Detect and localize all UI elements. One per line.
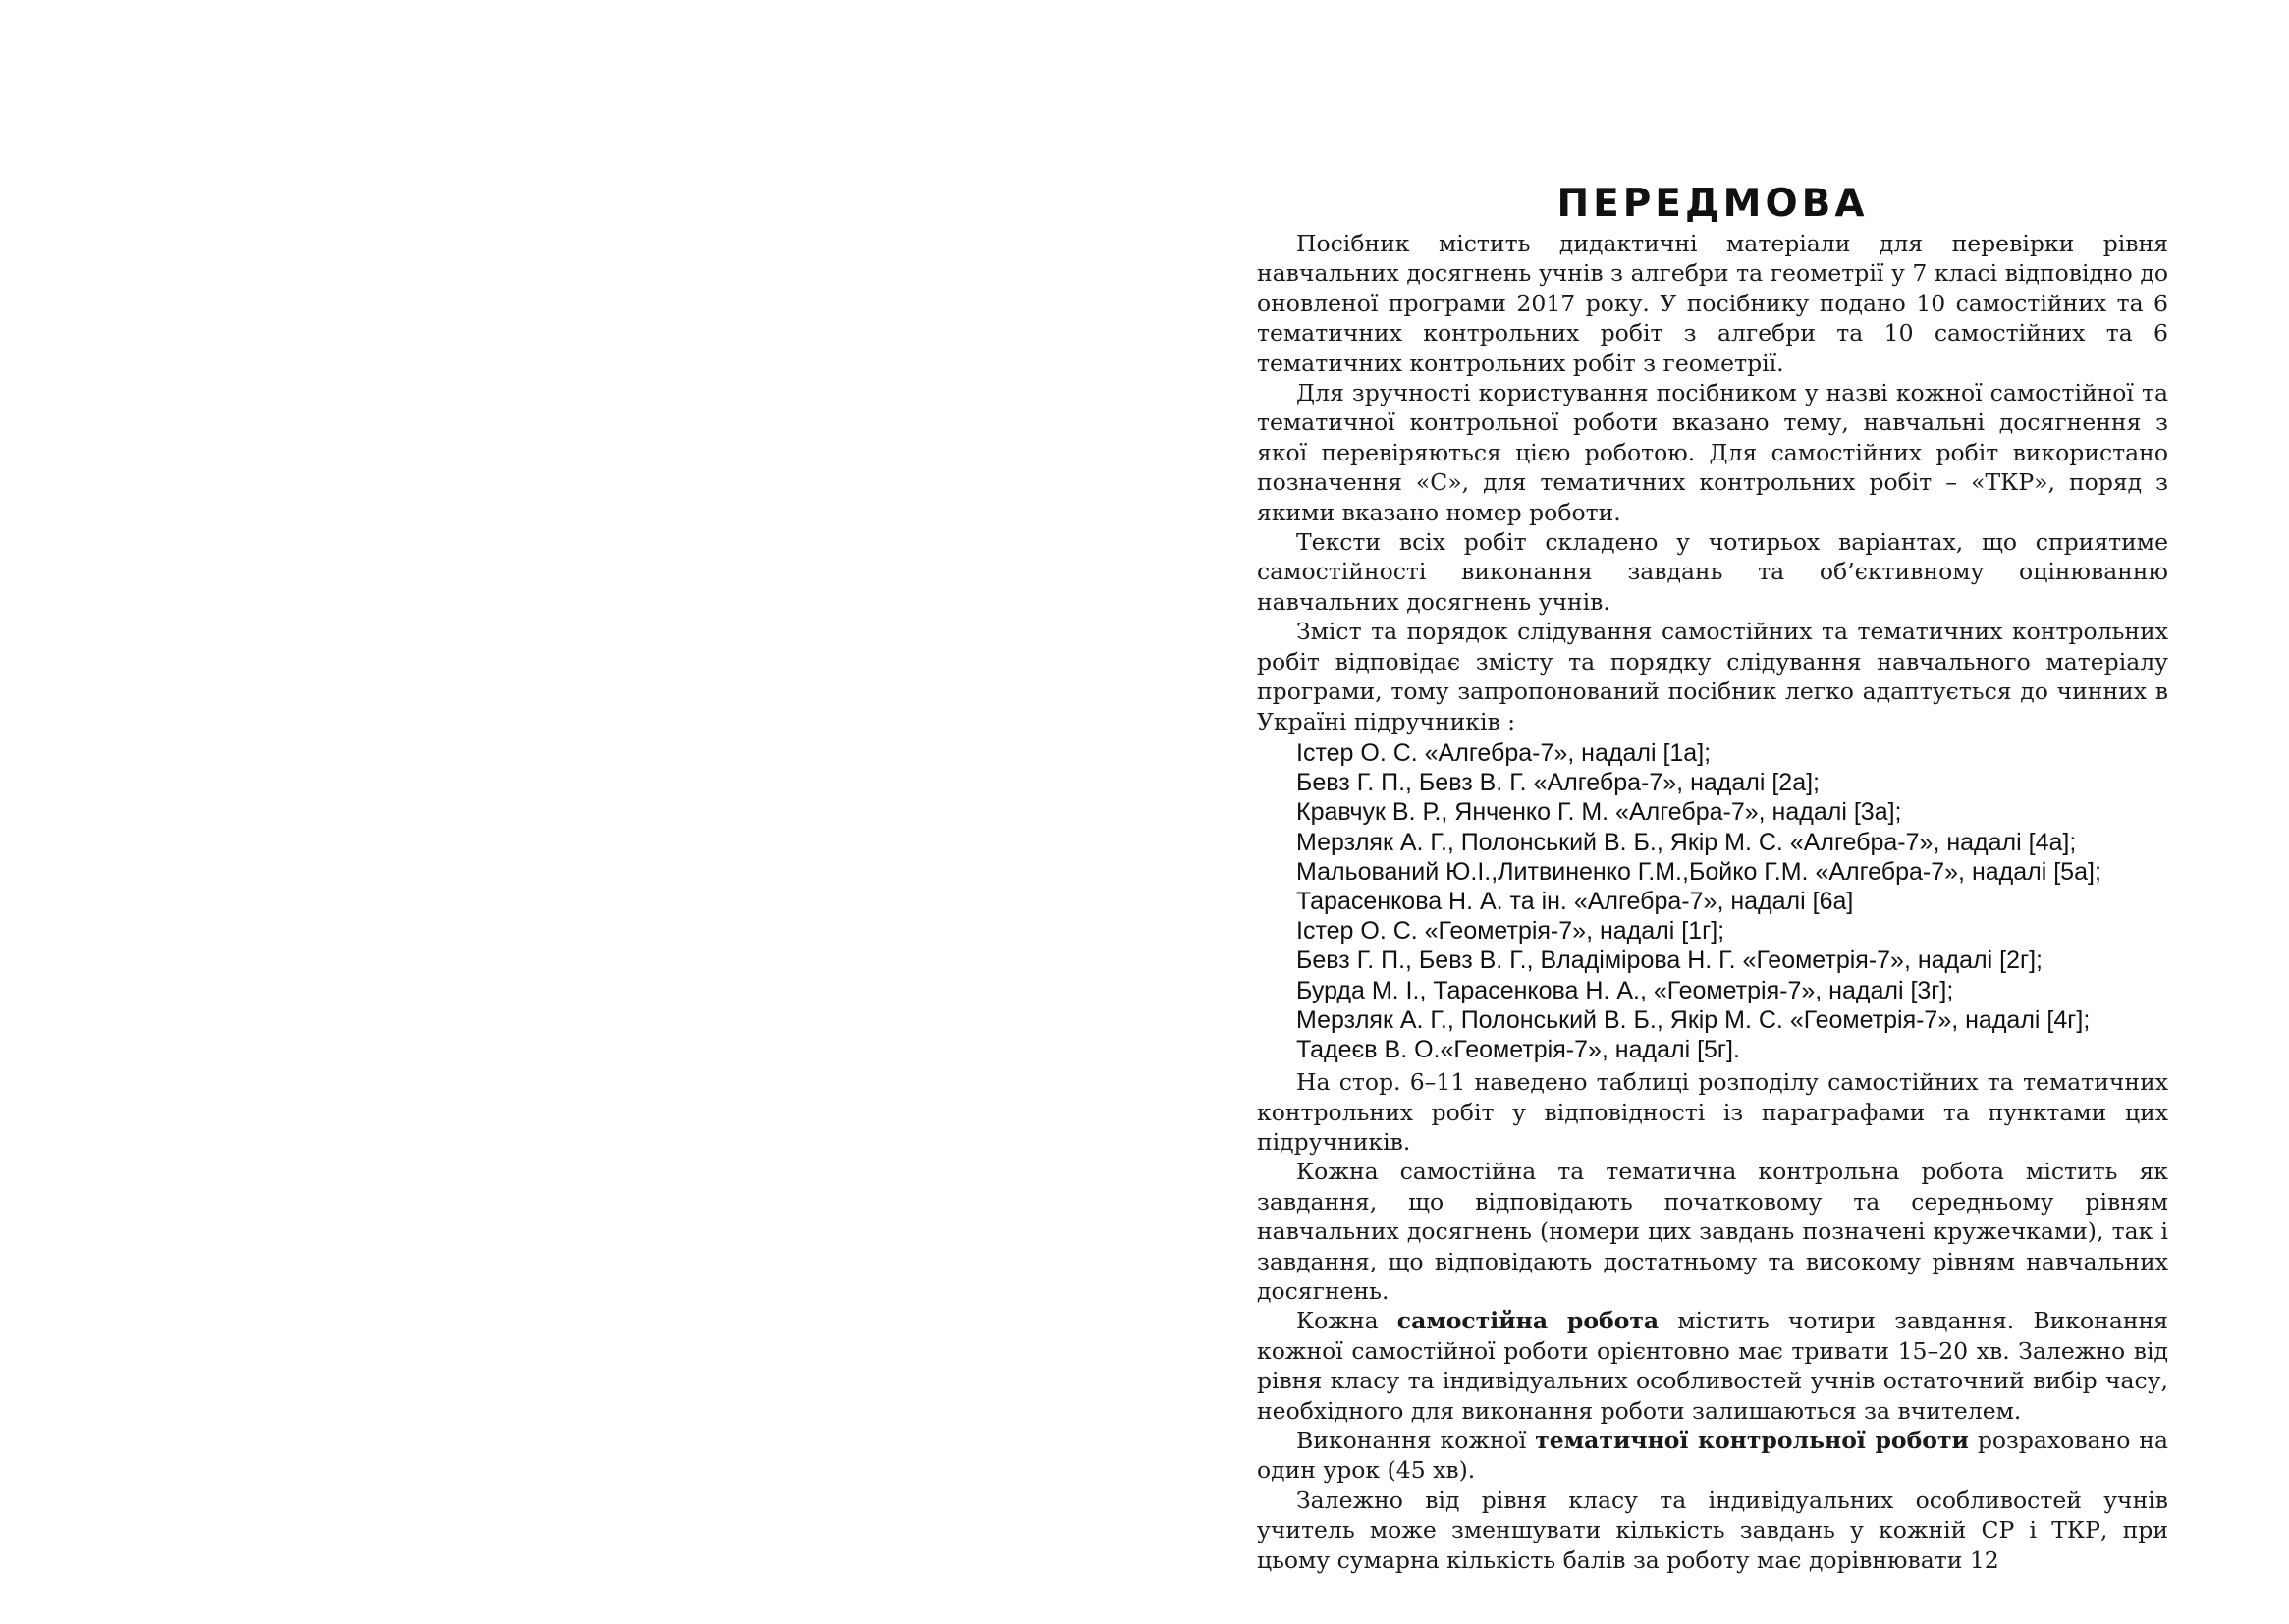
text-run: розраховано на один урок (45 хв).: [1257, 1427, 2168, 1485]
paragraph-tables: На стор. 6–11 наведено таблиці розподілу самостійних та тематичних контрольних робіт у відповідності із параграфами та пунктами цих підручників.: [1257, 1068, 2168, 1156]
paragraph-scoring: Залежно від рівня класу та індивідуальних особливостей учнів учитель може зменшувати кількість завдань у кожній СР і ТКР, при цьому сумарна кількість балів за роботу має дорівнювати 12: [1257, 1486, 2168, 1574]
textbook-list-item: Істер О. С. «Алгебра-7», надалі [1а];: [1296, 738, 1712, 767]
paragraph-levels: Кожна самостійна та тематична контрольна робота містить як завдання, що відповідають початковому та середньому рівням навчальних досягнень (номери цих завдань позначені кружечками), так і завдання, що відповідають достатньому та високому рівням навчальних досягнень.: [1257, 1158, 2168, 1305]
text-column: [1257, 182, 2168, 1575]
textbook-list-item: Тадеєв В. О.«Геометрія-7», надалі [5г].: [1296, 1035, 1740, 1063]
textbook-list-item: Істер О. С. «Геометрія-7», надалі [1г];: [1296, 917, 1725, 946]
right-page: [1145, 0, 2289, 1624]
paragraph-intro: Посібник містить дидактичні матеріали для перевірки рівня навчальних досягнень учнів з алгебри та геометрії у 7 класі відповідно до оновленої програми 2017 року. У посібнику подано 10 самостійних та 6 тематичних контрольних робіт з алгебри та 10 самостійних та 6 тематичних контрольних робіт з геометрії.: [1257, 230, 2168, 377]
textbook-list-item: Бевз Г. П., Бевз В. Г. «Алгебра-7», надалі [2а];: [1296, 769, 1821, 797]
textbook-list-item: Мерзляк А. Г., Полонський В. Б., Якір М. С. «Геометрія-7», надалі [4г];: [1296, 1005, 2091, 1034]
left-page-blank: [0, 0, 1144, 1624]
paragraph-variants: Тексти всіх робіт складено у чотирьох варіантах, що сприятиме самостійності виконання завдань та об’єктивному оцінюванню навчальних досягнень учнів.: [1257, 528, 2168, 616]
textbook-list: [1257, 738, 2168, 1064]
text-run: Виконання кожної: [1296, 1427, 1536, 1455]
paragraph-independent-work: [1257, 1306, 2168, 1426]
textbook-list-item: Кравчук В. Р., Янченко Г. М. «Алгебра-7», надалі [3а];: [1296, 798, 1902, 827]
textbook-list-item: Мерзляк А. Г., Полонський В. Б., Якір М. С. «Алгебра-7», надалі [4а];: [1296, 828, 2077, 856]
paragraph-content-order: Зміст та порядок слідування самостійних та тематичних контрольних робіт відповідає змісту та порядку слідування навчального матеріалу програми, тому запропонований посібник легко адаптується до чинних в Україні підручників :: [1257, 618, 2168, 735]
paragraph-convenience: Для зручності користування посібником у назві кожної самостійної та тематичної контрольної роботи вказано тему, навчальні досягнення з якої перевіряються цією роботою. Для самостійних робіт використано позначення «С», для тематичних контрольних робіт – «ТКР», поряд з якими вказано номер роботи.: [1257, 379, 2168, 526]
paragraph-control-work: [1257, 1426, 2168, 1486]
text-run: Кожна: [1296, 1307, 1397, 1335]
textbook-list-item: Тарасенкова Н. А. та ін. «Алгебра-7», надалі [6а]: [1296, 887, 1854, 915]
text-run: містить чотири завдання. Виконання кожної самостійної роботи орієнтовно має тривати 15–20 хв. Залежно від рівня класу та індивідуальних особливостей учнів остаточний вибір часу, необхідного для виконання роботи залишаються за вчителем.: [1257, 1307, 2168, 1425]
bold-term-independent-work: самостійна робота: [1396, 1307, 1660, 1335]
textbook-list-item: Мальований Ю.І.,Литвиненко Г.М.,Бойко Г.М. «Алгебра-7», надалі [5а];: [1296, 857, 2101, 886]
textbook-list-item: Бевз Г. П., Бевз В. Г., Владімірова Н. Г. «Геометрія-7», надалі [2г];: [1296, 947, 2043, 975]
bold-term-control-work: тематичної контрольної роботи: [1535, 1427, 1969, 1455]
page-title: ПЕРЕДМОВА: [1556, 182, 1869, 226]
textbook-list-item: Бурда М. І., Тарасенкова Н. А., «Геометрія-7», надалі [3г];: [1296, 976, 1954, 1004]
